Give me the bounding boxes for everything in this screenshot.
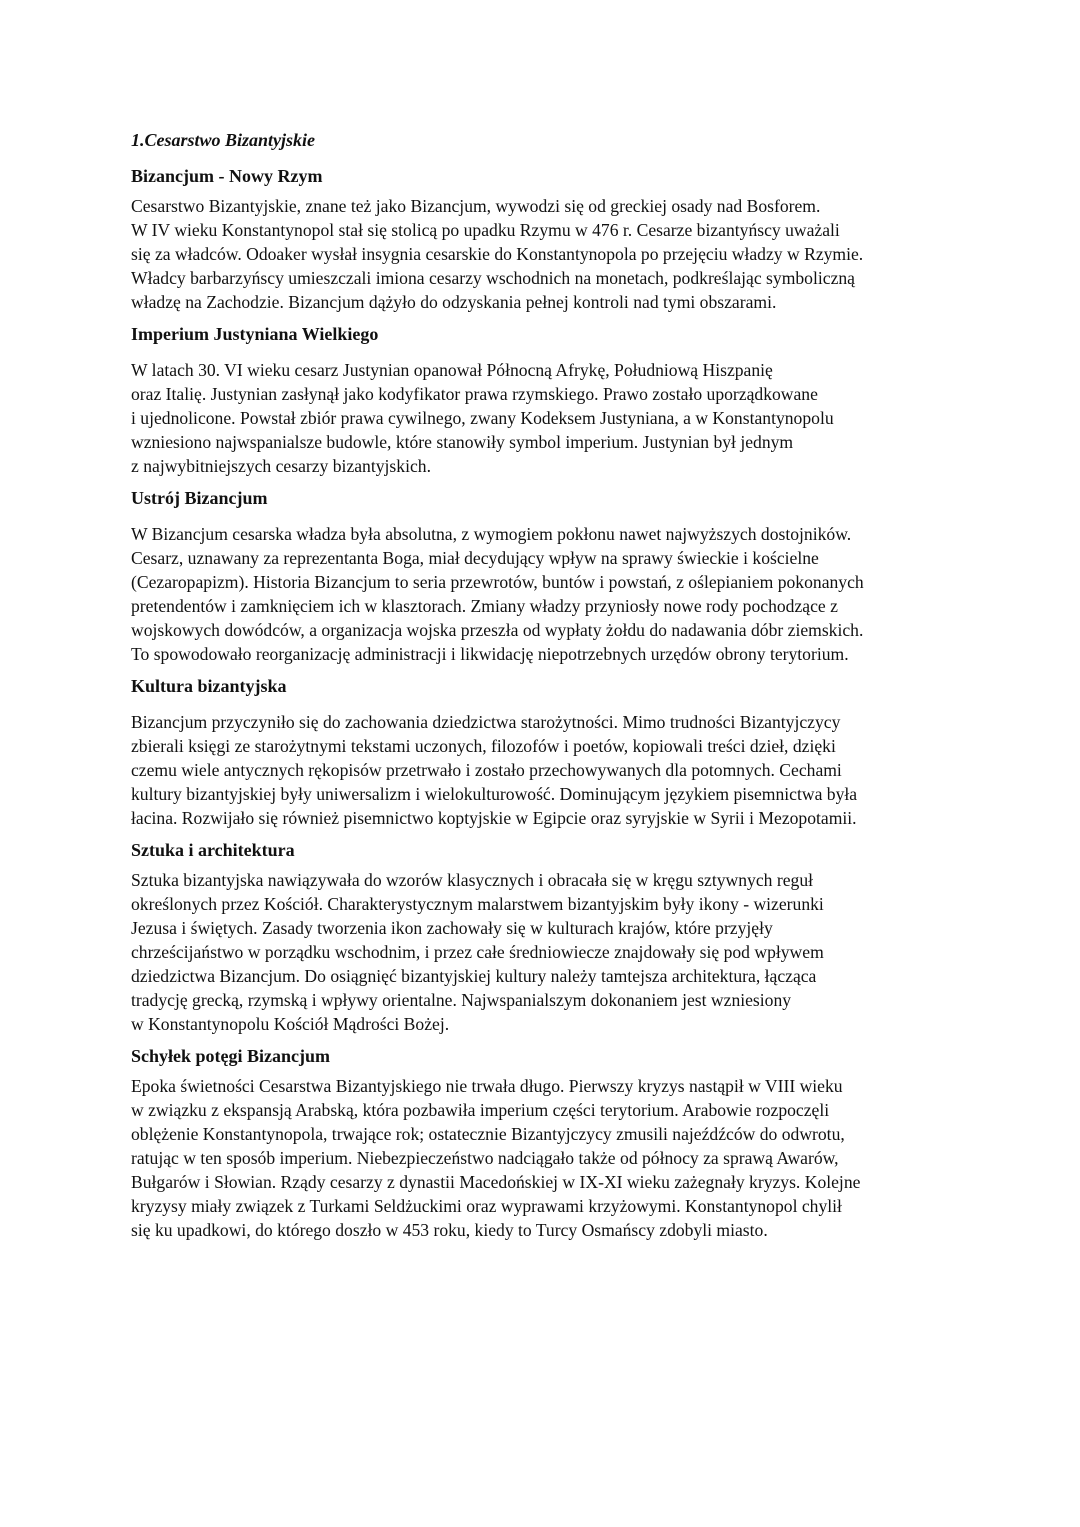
text-line: oblężenie Konstantynopola, trwające rok; ostatecznie Bizantyjczycy zmusili najeźdźców do odwrotu, (131, 1124, 845, 1144)
text-line: kryzysy miały związek z Turkami Seldżuckimi oraz wyprawami krzyżowymi. Konstantynopol chylił (131, 1196, 842, 1216)
section-paragraph (131, 868, 951, 1036)
section-kultura-bizantyjska (131, 674, 951, 830)
text-line: się ku upadkowi, do którego doszło w 453 roku, kiedy to Turcy Osmańscy zdobyli miasto. (131, 1220, 768, 1240)
text-line: W Bizancjum cesarska władza była absolutna, z wymogiem pokłonu nawet najwyższych dostojników. (131, 524, 852, 544)
text-line: dziedzictwa Bizancjum. Do osiągnięć bizantyjskiej kultury należy tamtejsza architektura, łącząca (131, 966, 817, 986)
text-line: wojskowych dowódców, a organizacja wojska przeszła od wypłaty żołdu do nadawania dóbr ziemskich. (131, 620, 864, 640)
text-line: (Cezaropapizm). Historia Bizancjum to seria przewrotów, buntów i powstań, z oślepianiem pokonanych (131, 572, 864, 592)
text-line: Sztuka bizantyjska nawiązywała do wzorów klasycznych i obracała się w kręgu sztywnych reguł (131, 870, 814, 890)
text-line: czemu wiele antycznych rękopisów przetrwało i zostało przechowywanych dla potomnych. Cechami (131, 760, 842, 780)
text-line: zbierali księgi ze starożytnymi tekstami uczonych, filozofów i poetów, kopiowali treści dzieł, dzięki (131, 736, 836, 756)
section-paragraph (131, 358, 951, 478)
text-line: określonych przez Kościół. Charakterystycznym malarstwem bizantyjskim były ikony - wizerunki (131, 894, 824, 914)
text-line: Władcy barbarzyńscy umieszczali imiona cesarzy wschodnich na monetach, podkreślając symboliczną (131, 268, 855, 288)
text-line: Cesarstwo Bizantyjskie, znane też jako Bizancjum, wywodzi się od greckiej osady nad Bosforem. (131, 196, 821, 216)
text-line: pretendentów i zamknięciem ich w klasztorach. Zmiany władzy przyniosły nowe rody pochodzące z (131, 596, 838, 616)
text-line: władzę na Zachodzie. Bizancjum dążyło do odzyskania pełnej kontroli nad tymi obszarami. (131, 292, 777, 312)
section-schylek-potegi (131, 1044, 951, 1242)
document-page (131, 128, 951, 1250)
section-heading: Sztuka i architektura (131, 840, 295, 860)
section-heading: Ustrój Bizancjum (131, 488, 268, 508)
section-paragraph (131, 522, 951, 666)
section-sztuka-i-architektura (131, 838, 951, 1036)
section-heading: Kultura bizantyjska (131, 676, 287, 696)
section-paragraph (131, 194, 951, 314)
text-line: Epoka świetności Cesarstwa Bizantyjskiego nie trwała długo. Pierwszy kryzys nastąpił w VIII wieku (131, 1076, 843, 1096)
text-line: w związku z ekspansją Arabską, która pozbawiła imperium części terytorium. Arabowie rozpoczęli (131, 1100, 830, 1120)
text-line: ratując w ten sposób imperium. Niebezpieczeństwo nadciągało także od północy za sprawą Awarów, (131, 1148, 839, 1168)
text-line: się za władców. Odoaker wysłał insygnia cesarskie do Konstantynopola po przejęciu władzy w Rzymie. (131, 244, 864, 264)
text-line: tradycję grecką, rzymską i wpływy orientalne. Najwspanialszym dokonaniem jest wzniesiony (131, 990, 792, 1010)
text-line: wzniesiono najwspanialsze budowle, które stanowiły symbol imperium. Justynian był jednym (131, 432, 794, 452)
text-line: kultury bizantyjskiej były uniwersalizm i wielokulturowość. Dominującym językiem pisemnictwa była (131, 784, 858, 804)
section-bizancjum-nowy-rzym (131, 164, 951, 314)
text-line: To spowodowało reorganizację administracji i likwidację niepotrzebnych urzędów obrony terytorium. (131, 644, 849, 664)
text-line: Jezusa i świętych. Zasady tworzenia ikon zachowały się w kulturach krajów, które przyjęły (131, 918, 773, 938)
text-line: oraz Italię. Justynian zasłynął jako kodyfikator prawa rzymskiego. Prawo zostało uporządkowane (131, 384, 818, 404)
text-line: Bizancjum przyczyniło się do zachowania dziedzictwa starożytności. Mimo trudności Bizantyjczycy (131, 712, 841, 732)
text-line: W latach 30. VI wieku cesarz Justynian opanował Północną Afrykę, Południową Hiszpanię (131, 360, 773, 380)
document-title: 1.Cesarstwo Bizantyjskie (131, 130, 316, 150)
text-line: łacina. Rozwijało się również pisemnictwo koptyjskie w Egipcie oraz syryjskie w Syrii i Mezopotamii. (131, 808, 857, 828)
section-heading: Schyłek potęgi Bizancjum (131, 1046, 331, 1066)
text-line: Bułgarów i Słowian. Rządy cesarzy z dynastii Macedońskiej w IX-XI wieku zażegnały kryzys. Kolejne (131, 1172, 861, 1192)
text-line: chrześcijaństwo w porządku wschodnim, i przez całe średniowiecze znajdowały się pod wpływem (131, 942, 824, 962)
section-heading: Bizancjum - Nowy Rzym (131, 166, 323, 186)
text-line: Cesarz, uznawany za reprezentanta Boga, miał decydujący wpływ na sprawy świeckie i kościelne (131, 548, 819, 568)
section-paragraph (131, 1074, 951, 1242)
text-line: i ujednolicone. Powstał zbiór prawa cywilnego, zwany Kodeksem Justyniana, a w Konstantynopolu (131, 408, 834, 428)
text-line: w Konstantynopolu Kościół Mądrości Bożej. (131, 1014, 450, 1034)
section-imperium-justyniana (131, 322, 951, 478)
section-heading: Imperium Justyniana Wielkiego (131, 324, 379, 344)
section-paragraph (131, 710, 951, 830)
section-ustroj-bizancjum (131, 486, 951, 666)
text-line: z najwybitniejszych cesarzy bizantyjskich. (131, 456, 431, 476)
text-line: W IV wieku Konstantynopol stał się stolicą po upadku Rzymu w 476 r. Cesarze bizantyńscy uważali (131, 220, 840, 240)
